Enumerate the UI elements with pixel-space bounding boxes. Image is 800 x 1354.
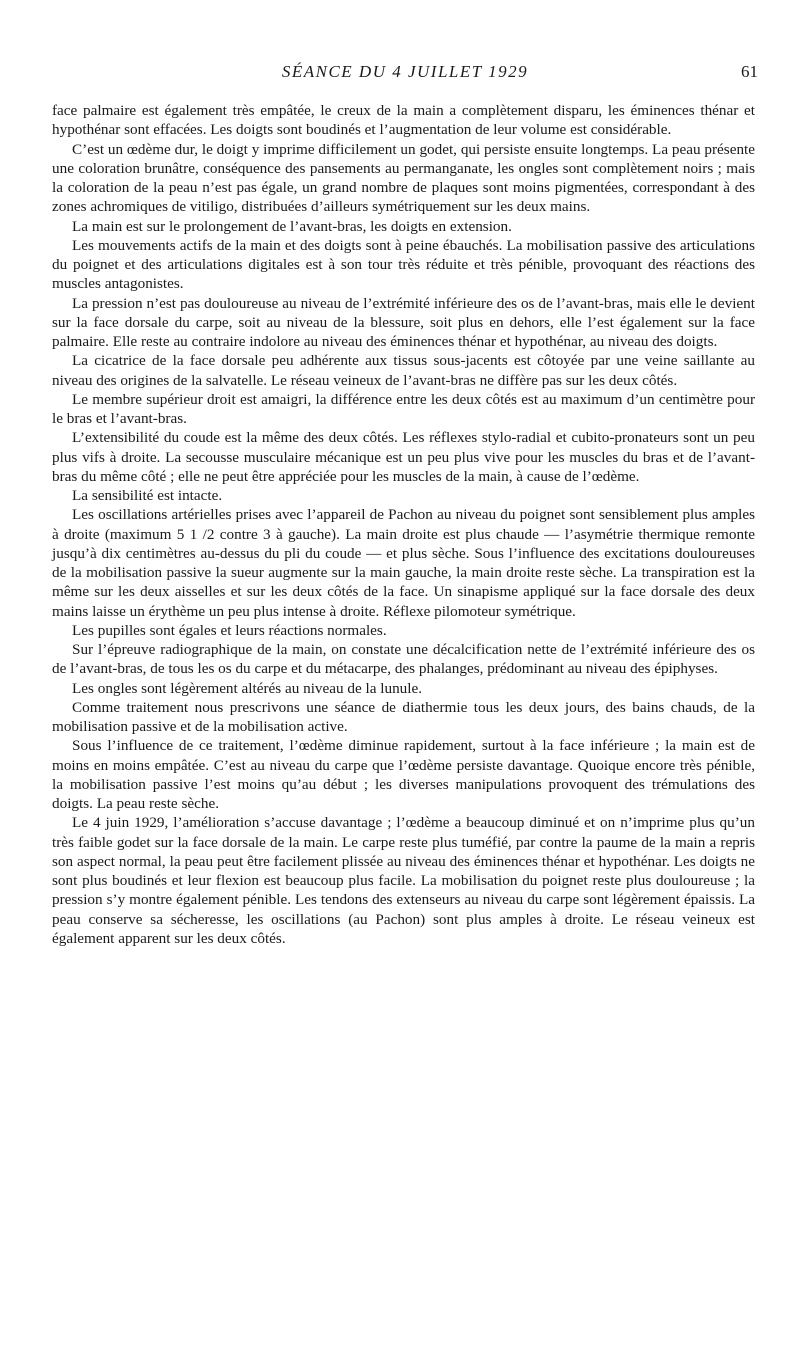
paragraph: Les ongles sont légèrement altérés au niveau de la lunule. [72, 679, 423, 697]
paragraph: Sur l’épreuve radiographique de la main, on constate une décalcification nette de l’extrémité inférieure des os de l’avant-bras, de tous les os du carpe et du métacarpe, des phalanges, prédominant au niveau des épiphyses. [52, 641, 755, 678]
running-header [52, 62, 758, 92]
paragraph: La sensibilité est intacte. [72, 487, 223, 504]
paragraph: Les mouvements actifs de la main et des doigts sont à peine ébauchés. La mobilisation passive des articulations du poignet et des articulations digitales est à son tour très réduite et très pénible, provoquant des réactions des muscles antagonistes. [52, 236, 755, 293]
paragraph: Le membre supérieur droit est amaigri, la différence entre les deux côtés est au maximum d’un centimètre pour le bras et l’avant-bras. [52, 390, 755, 427]
paragraph: Les pupilles sont égales et leurs réactions normales. [72, 621, 387, 639]
paragraph: face palmaire est également très empâtée, le creux de la main a complètement disparu, les éminences thénar et hypothénar sont effacées. Les doigts sont boudinés et l’augmentation de leur volume est considérable. [52, 102, 755, 139]
page-number: 61 [741, 62, 758, 81]
paragraph: Comme traitement nous prescrivons une séance de diathermie tous les deux jours, des bains chauds, de la mobilisation passive et de la mobilisation active. [52, 698, 755, 735]
body-text [52, 101, 755, 948]
paragraph: Les oscillations artérielles prises avec l’appareil de Pachon au niveau du poignet sont sensiblement plus amples à droite (maximum 5 1 /2 contre 3 à gauche). La main droite est plus chaude — l’asymétrie thermique remonte jusqu’à dix centimètres au-dessus du pli du coude — et plus sèche. Sous l’influence des excitations douloureuses de la mobilisation passive la sueur augmente sur la main gauche, la main droite reste sèche. La transpiration est la même sur les deux aisselles et sur les deux côtés de la face. Un sinapisme appliqué sur la face dorsale des deux mains laisse un érythème un peu plus intense à droite. Réflexe pilomoteur symétrique. [52, 506, 755, 620]
paragraph: Sous l’influence de ce traitement, l’œdème diminue rapidement, surtout à la face inférieure ; la main est de moins en moins empâtée. C’est au niveau du carpe que l’œdème persiste davantage. Quoique encore très pénible, la mobilisation passive l’est moins qu’au début ; les diverses manipulations provoquent des trémulations des doigts. La peau reste sèche. [52, 737, 755, 812]
paragraph: Le 4 juin 1929, l’amélioration s’accuse davantage ; l’œdème a beaucoup diminué et on n’imprime plus qu’un très faible godet sur la face dorsale de la main. Le carpe reste plus tuméfié, par contre la paume de la main a repris son aspect normal, la peau peut être facilement plissée au niveau des éminences thénar et hypothénar. Les doigts ne sont plus boudinés et leur flexion est beaucoup plus facile. La mobilisation du poignet reste plus douloureuse ; la pression s’y montre également pénible. Les tendons des extenseurs au niveau du carpe sont légèrement épaissis. La peau conserve sa sécheresse, les oscillations (au Pachon) sont plus amples à droite. Le réseau veineux est également apparent sur les deux côtés. [52, 814, 755, 947]
paragraph: La main est sur le prolongement de l’avant-bras, les doigts en extension. [72, 217, 512, 235]
paragraph: La cicatrice de la face dorsale peu adhérente aux tissus sous-jacents est côtoyée par une veine saillante au niveau des origines de la salvatelle. Le réseau veineux de l’avant-bras ne diffère pas sur les deux côtés. [52, 352, 755, 389]
paragraph: L’extensibilité du coude est la même des deux côtés. Les réflexes stylo-radial et cubito-pronateurs sont un peu plus vifs à droite. La secousse musculaire mécanique est un peu plus vive pour les muscles du bras et de l’avant-bras du même côté ; elle ne peut être appréciée pour les muscles de la main, à cause de l’œdème. [52, 429, 755, 485]
paragraph: La pression n’est pas douloureuse au niveau de l’extrémité inférieure des os de l’avant-bras, mais elle le devient sur la face dorsale du carpe, soit au niveau de la blessure, soit plus en dehors, elle l’est également sur la face palmaire. Elle reste au contraire indolore au niveau des éminences thénar et hypothénar, au niveau des doigts. [52, 294, 755, 350]
paragraph: C’est un œdème dur, le doigt y imprime difficilement un godet, qui persiste ensuite longtemps. La peau présente une coloration brunâtre, conséquence des pansements au permanganate, les ongles sont complètement noirs ; mais la coloration de la peau n’est pas égale, un grand nombre de plaques sont moins pigmentées, correspondant à des zones achromiques de vitiligo, distribuées d’ailleurs symétriquement sur les deux mains. [52, 140, 755, 216]
running-title: SÉANCE DU 4 JUILLET 1929 [281, 62, 529, 81]
